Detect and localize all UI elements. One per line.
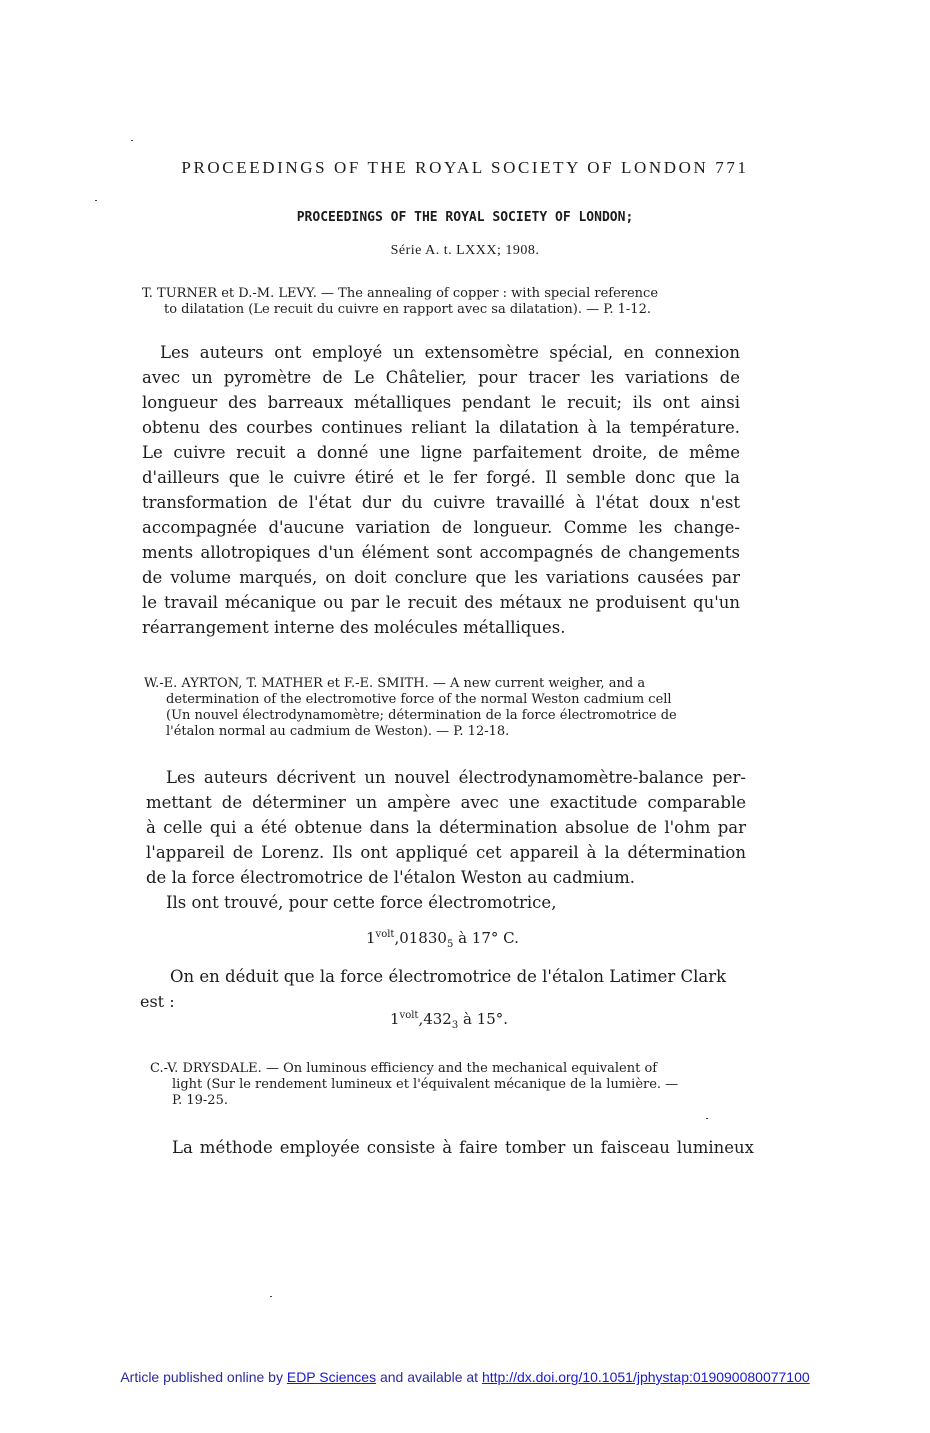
formula-base: 1: [390, 1010, 400, 1028]
article-reference: [150, 1061, 752, 1109]
formula-subscript: 5: [446, 939, 454, 950]
reference-line: l'étalon normal au cadmium de Weston). — P. 12-18.: [166, 724, 510, 739]
print-speck: [270, 1296, 272, 1297]
text-line: On en déduit que la force électromotrice de l'étalon Latimer Clark: [170, 967, 727, 986]
reference-line: C.-V. DRYSDALE. — On luminous efficiency and the mechanical equivalent of: [150, 1061, 658, 1076]
running-header: PROCEEDINGS OF THE ROYAL SOCIETY OF LONDON 771: [181, 158, 749, 177]
formula-unit: volt: [375, 929, 395, 940]
text-line: réarrangement interne des molécules métalliques.: [142, 618, 566, 637]
formula-value: ,01830: [394, 929, 447, 947]
article-paragraph: [142, 340, 740, 640]
article-paragraph: [146, 964, 750, 989]
print-speck: [95, 200, 97, 201]
formula-subscript: 3: [451, 1020, 459, 1031]
publication-footer: [0, 1369, 930, 1385]
formula-line: [390, 1010, 508, 1031]
formula-value: ,432: [418, 1010, 452, 1028]
doi-link[interactable]: http://dx.doi.org/10.1051/jphystap:019090080077100: [481, 1369, 810, 1385]
article-paragraph: [152, 1135, 754, 1160]
text-line: La méthode employée consiste à faire tomber un faisceau lumineux: [172, 1138, 754, 1157]
article-paragraph: [146, 765, 746, 890]
journal-volume: Série A. t. LXXX; 1908.: [390, 243, 540, 258]
article-paragraph: [146, 890, 746, 915]
reference-line: W.-E. AYRTON, T. MATHER et F.-E. SMITH. — A new current weigher, and a: [144, 676, 646, 691]
reference-line: (Un nouvel électrodynamomètre; détermination de la force électromotrice de: [166, 708, 677, 723]
text-line: de volume marqués, on doit conclure que les variations causées par: [142, 568, 740, 587]
article-reference: [144, 676, 744, 740]
print-speck: [131, 140, 133, 141]
text-line: transformation de l'état dur du cuivre travaillé à l'état doux n'est: [142, 493, 740, 512]
text-line: l'appareil de Lorenz. Ils ont appliqué cet appareil à la détermination: [146, 843, 746, 862]
text-line: obtenu des courbes continues reliant la dilatation à la température.: [142, 418, 740, 437]
formula-condition: à 17° C.: [453, 929, 519, 947]
text-line: Les auteurs décrivent un nouvel électrodynamomètre-balance per-: [166, 768, 746, 787]
reference-line: to dilatation (Le recuit du cuivre en rapport avec sa dilatation). — P. 1-12.: [164, 302, 651, 317]
publisher-link[interactable]: EDP Sciences: [286, 1369, 377, 1385]
formula-unit: volt: [399, 1010, 419, 1021]
text-line: d'ailleurs que le cuivre étiré et le fer forgé. Il semble donc que la: [142, 468, 740, 487]
footer-middle: and available at: [376, 1369, 482, 1385]
formula-line: [366, 929, 519, 950]
reference-line: light (Sur le rendement lumineux et l'équivalent mécanique de la lumière. —: [172, 1077, 679, 1092]
footer-prefix: Article published online by: [120, 1369, 287, 1385]
journal-title: PROCEEDINGS OF THE ROYAL SOCIETY OF LONDON;: [296, 210, 634, 225]
text-line: le travail mécanique ou par le recuit des métaux ne produisent qu'un: [142, 593, 740, 612]
text-line: mettant de déterminer un ampère avec une exactitude comparable: [146, 793, 746, 812]
text-line: Les auteurs ont employé un extensomètre spécial, en connexion: [160, 343, 740, 362]
text-line: longueur des barreaux métalliques pendant le recuit; ils ont ainsi: [142, 393, 740, 412]
text-line: avec un pyromètre de Le Châtelier, pour tracer les variations de: [142, 368, 740, 387]
reference-line: T. TURNER et D.-M. LEVY. — The annealing of copper : with special reference: [142, 286, 659, 301]
text-line: à celle qui a été obtenue dans la détermination absolue de l'ohm par: [146, 818, 746, 837]
text-line: Ils ont trouvé, pour cette force électromotrice,: [166, 893, 557, 912]
text-line: est :: [140, 992, 175, 1011]
text-line: ments allotropiques d'un élément sont accompagnés de changements: [142, 543, 740, 562]
text-line: accompagnée d'aucune variation de longueur. Comme les change-: [142, 518, 740, 537]
reference-line: P. 19-25.: [172, 1093, 228, 1108]
formula-condition: à 15°.: [458, 1010, 509, 1028]
article-reference: [142, 286, 738, 318]
print-speck: [706, 1118, 708, 1119]
text-line: de la force électromotrice de l'étalon Weston au cadmium.: [146, 868, 636, 887]
formula-base: 1: [366, 929, 376, 947]
text-line: Le cuivre recuit a donné une ligne parfaitement droite, de même: [142, 443, 740, 462]
reference-line: determination of the electromotive force of the normal Weston cadmium cell: [166, 692, 672, 707]
